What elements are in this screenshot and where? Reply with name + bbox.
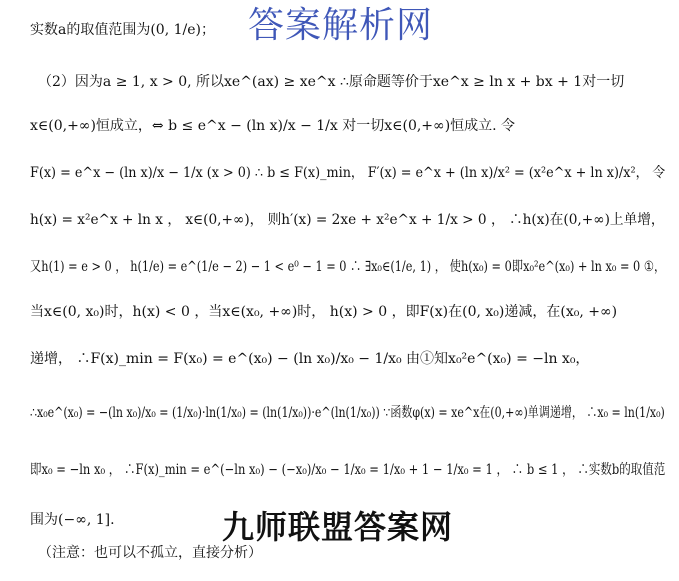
text-line-12: （注意：也可以不孤立，直接分析） (38, 545, 262, 561)
text-line-7: 当x∈(0, x₀)时，h(x) < 0 ，当x∈(x₀, +∞)时， h(x) > 0 ，即F(x)在(0, x₀)递减，在(x₀, +∞) (30, 304, 618, 320)
text-line-6: 又h(1) = e > 0 ， h(1/e) = e^(1/e − 2) − 1 < e⁰ − 1 = 0 ∴ ∃x₀∈(1/e, 1) ， 使h(x₀) = 0即x₀²e^(x₀) + ln x₀ = 0 ①， (30, 259, 666, 275)
text-line-2: （2）因为a ≥ 1, x > 0, 所以xe^(ax) ≥ xe^x ∴原命题等价于xe^x ≥ ln x + bx + 1对一切 (38, 74, 625, 90)
text-line-5: h(x) = x²e^x + ln x ， x∈(0,+∞)， 则h′(x) = 2xe + x²e^x + 1/x > 0 ， ∴h(x)在(0,+∞)上单增， (30, 212, 665, 228)
text-line-9: ∴x₀e^(x₀) = −(ln x₀)/x₀ = (1/x₀)·ln(1/x₀) = (ln(1/x₀))·e^(ln(1/x₀)) ∵函数φ(x) = xe^x在(0,+∞)单调递增， ∴x₀ = ln(1/x₀) (30, 405, 665, 421)
text-line-1: 实数a的取值范围为(0, 1/e)； (30, 22, 215, 38)
text-line-10: 即x₀ = −ln x₀ ， ∴F(x)_min = e^(−ln x₀) − (−x₀)/x₀ − 1/x₀ = 1/x₀ + 1 − 1/x₀ = 1 ， ∴ b ≤ 1 ， ∴实数b的取值范 (30, 462, 666, 478)
text-line-11: 围为(−∞, 1]. (30, 512, 115, 528)
text-line-8: 递增， ∴F(x)_min = F(x₀) = e^(x₀) − (ln x₀)/x₀ − 1/x₀ 由①知x₀²e^(x₀) = −ln x₀， (30, 351, 590, 367)
text-line-4: F(x) = e^x − (ln x)/x − 1/x (x > 0) ∴ b ≤ F(x)_min， F′(x) = e^x + (ln x)/x² = (x²e^x + ln x)/x²， 令 (30, 165, 666, 181)
text-line-3: x∈(0,+∞)恒成立，⇔ b ≤ e^x − (ln x)/x − 1/x 对一切x∈(0,+∞)恒成立. 令 (30, 118, 516, 134)
watermark-bottom: 九师联盟答案网 (222, 508, 454, 546)
watermark-top: 答案解析网 (248, 5, 434, 46)
